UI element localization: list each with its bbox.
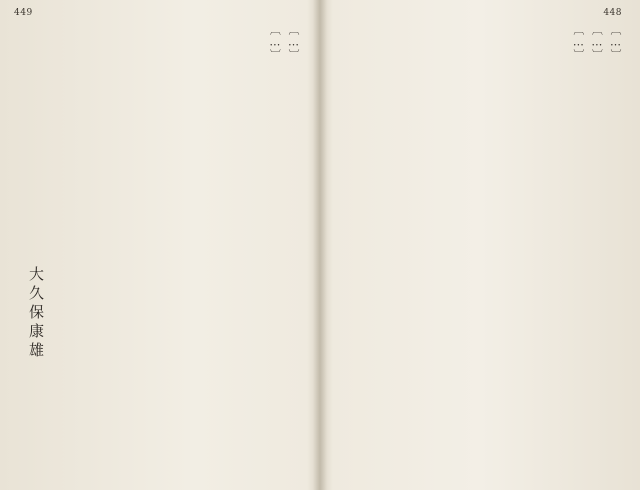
page-number: 448 (603, 8, 622, 18)
text-columns (210, 24, 302, 476)
author-name: 大久保康雄 (27, 266, 45, 361)
paragraph: 〔…〕 (268, 24, 282, 61)
paragraph: 〔…〕 (609, 24, 622, 61)
text-columns (334, 24, 624, 476)
paragraph: 〔…〕 (287, 24, 300, 61)
paragraph: 〔…〕 (571, 24, 585, 61)
page-number: 449 (14, 8, 33, 18)
left-page (0, 0, 318, 490)
right-page (322, 0, 640, 490)
paragraph: 〔…〕 (590, 24, 604, 61)
